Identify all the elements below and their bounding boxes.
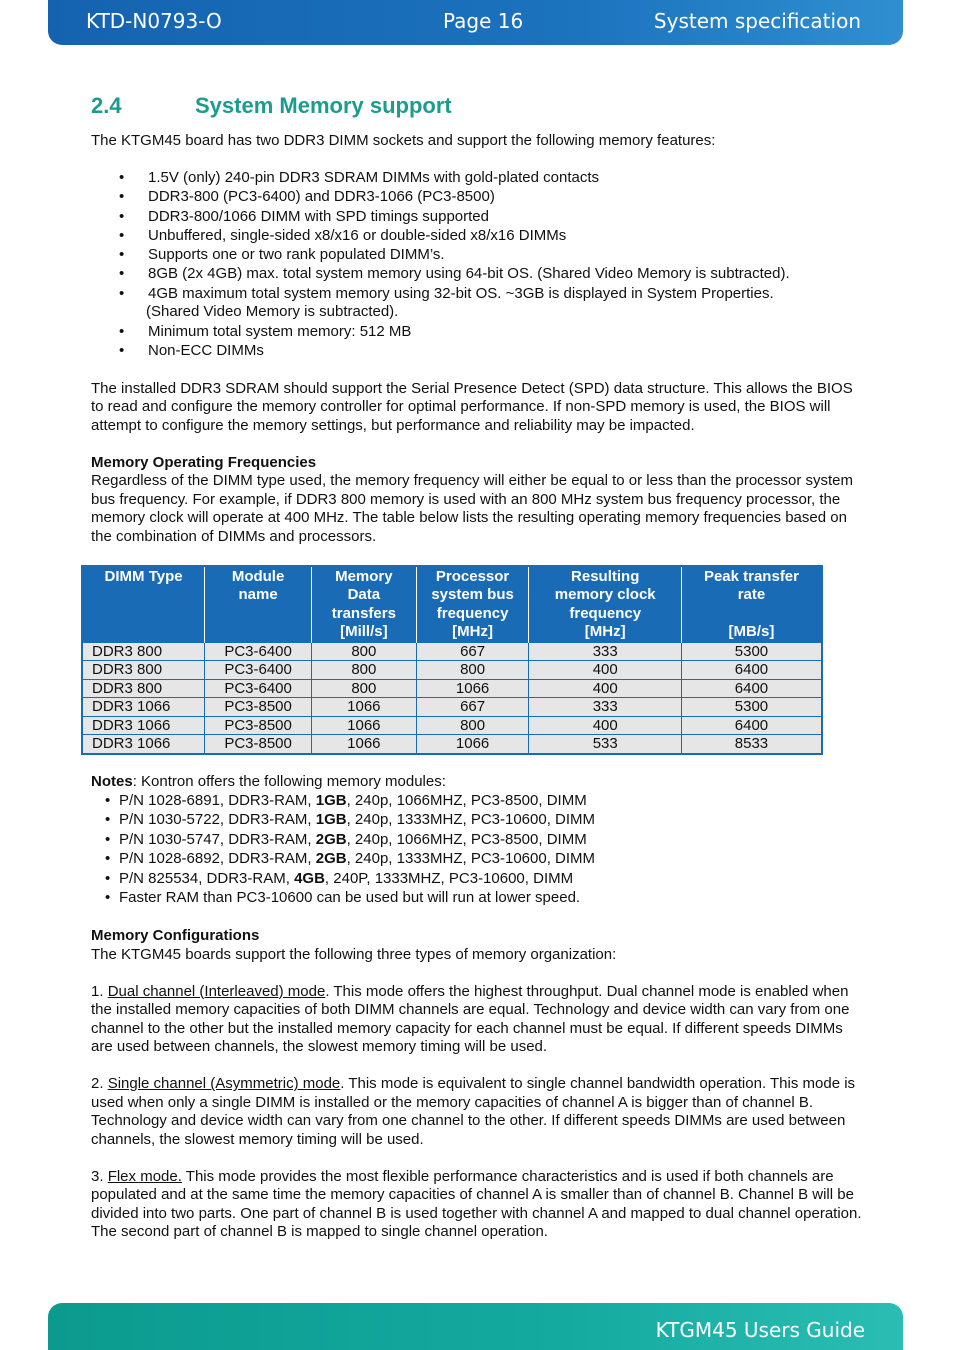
column-header: Module name bbox=[205, 566, 312, 643]
table-cell: 533 bbox=[529, 735, 681, 754]
table-body bbox=[82, 642, 822, 754]
table-cell: 800 bbox=[312, 642, 417, 661]
table-cell: 800 bbox=[312, 679, 417, 698]
table-cell: PC3-8500 bbox=[205, 735, 312, 754]
table-cell: 1066 bbox=[416, 679, 529, 698]
table-cell: 1066 bbox=[416, 735, 529, 754]
page-header bbox=[48, 0, 903, 45]
column-header: DIMM Type bbox=[82, 566, 205, 643]
list-item: • P/N 1030-5722, DDR3-RAM, 1GB, 240p, 1333MHZ, PC3-10600, DIMM bbox=[91, 811, 866, 830]
frequency-paragraph: Regardless of the DIMM type used, the memory frequency will either be equal to or less than the processor system bus frequency. For example, if DDR3 800 memory is used with an 800 MHz system bus frequency processor, the memory clock will operate at 400 MHz. The table below lists the resulting operating memory frequencies based on the combination of DIMMs and processors. bbox=[91, 472, 854, 545]
memory-frequency-table bbox=[81, 565, 823, 755]
table-cell: 400 bbox=[529, 679, 681, 698]
table-cell: 6400 bbox=[681, 661, 822, 680]
table-cell: 5300 bbox=[681, 698, 822, 717]
table-row bbox=[82, 679, 822, 698]
table-cell: 333 bbox=[529, 642, 681, 661]
list-item: • 8GB (2x 4GB) max. total system memory using 64-bit OS. (Shared Video Memory is subtracted). bbox=[91, 265, 866, 284]
notes-intro: Notes: Kontron offers the following memory modules: bbox=[91, 773, 446, 791]
page-footer bbox=[48, 1303, 903, 1350]
list-item: • 4GB maximum total system memory using 32-bit OS. ~3GB is displayed in System Properties. (Shared Video Memory is subtracted). bbox=[91, 285, 866, 322]
list-item: • Minimum total system memory: 512 MB bbox=[91, 323, 866, 342]
table-row bbox=[82, 661, 822, 680]
table-row bbox=[82, 642, 822, 661]
page-number: Page 16 bbox=[443, 9, 524, 33]
document-id: KTD-N0793-O bbox=[86, 9, 222, 33]
column-header: Peak transfer rate [MB/s] bbox=[681, 566, 822, 643]
footer-title: KTGM45 Users Guide bbox=[655, 1318, 865, 1342]
table-cell: 6400 bbox=[681, 679, 822, 698]
list-item: • Supports one or two rank populated DIMM’s. bbox=[91, 246, 866, 265]
list-item: • P/N 1028-6892, DDR3-RAM, 2GB, 240p, 1333MHZ, PC3-10600, DIMM bbox=[91, 850, 866, 869]
table-cell: PC3-6400 bbox=[205, 679, 312, 698]
table-cell: 333 bbox=[529, 698, 681, 717]
intro-paragraph: The KTGM45 board has two DDR3 DIMM sockets and support the following memory features: bbox=[91, 132, 716, 149]
table-cell: DDR3 800 bbox=[82, 642, 205, 661]
table-cell: 667 bbox=[416, 698, 529, 717]
table-cell: DDR3 800 bbox=[82, 679, 205, 698]
table-cell: 400 bbox=[529, 661, 681, 680]
feature-list bbox=[91, 169, 866, 360]
table-cell: 1066 bbox=[312, 698, 417, 717]
column-header: Memory Data transfers [Mill/s] bbox=[312, 566, 417, 643]
frequency-heading: Memory Operating Frequencies bbox=[91, 453, 317, 471]
table-cell: 6400 bbox=[681, 716, 822, 735]
list-item: • Non-ECC DIMMs bbox=[91, 342, 866, 361]
table-cell: 800 bbox=[416, 661, 529, 680]
column-header: Resulting memory clock frequency [MHz] bbox=[529, 566, 681, 643]
table-cell: DDR3 1066 bbox=[82, 735, 205, 754]
section-heading: 2.4 System Memory support bbox=[91, 93, 452, 118]
table-cell: 400 bbox=[529, 716, 681, 735]
table-row bbox=[82, 735, 822, 754]
table-cell: DDR3 800 bbox=[82, 661, 205, 680]
table-cell: 667 bbox=[416, 642, 529, 661]
table-cell: PC3-6400 bbox=[205, 661, 312, 680]
table-cell: 800 bbox=[312, 661, 417, 680]
list-item: • Faster RAM than PC3-10600 can be used but will run at lower speed. bbox=[91, 889, 866, 908]
table-cell: PC3-8500 bbox=[205, 716, 312, 735]
mode-dual-paragraph: 1. Dual channel (Interleaved) mode. This mode offers the highest throughput. Dual channel mode is enabled when the installed memory capacities of both DIMM channels are equal. Technology and device width can vary from one channel to the other but the installed memory capacity for each channel must be equal. If different speeds DIMMs are used between channels, the slowest memory timing will be used. bbox=[91, 982, 850, 1056]
config-heading: Memory Configurations bbox=[91, 927, 260, 945]
list-item: • DDR3-800 (PC3-6400) and DDR3-1066 (PC3-8500) bbox=[91, 188, 866, 207]
column-header: Processor system bus frequency [MHz] bbox=[416, 566, 529, 643]
table-row bbox=[82, 716, 822, 735]
table-cell: 800 bbox=[416, 716, 529, 735]
list-item: • P/N 1028-6891, DDR3-RAM, 1GB, 240p, 1066MHZ, PC3-8500, DIMM bbox=[91, 792, 866, 811]
mode-single-paragraph: 2. Single channel (Asymmetric) mode. This mode is equivalent to single channel bandwidth operation. This mode is used when only a single DIMM is installed or the memory capacities of channel A is bigger than of channel B. Technology and device width can vary from one channel to the other. If different speeds DIMMs are used between channels, the slowest memory timing will be used. bbox=[91, 1075, 856, 1148]
list-item: • DDR3-800/1066 DIMM with SPD timings supported bbox=[91, 208, 866, 227]
section-name: System specification bbox=[653, 9, 861, 33]
list-item: • P/N 1030-5747, DDR3-RAM, 2GB, 240p, 1066MHZ, PC3-8500, DIMM bbox=[91, 831, 866, 850]
list-item: • P/N 825534, DDR3-RAM, 4GB, 240P, 1333MHZ, PC3-10600, DIMM bbox=[91, 870, 866, 889]
spd-paragraph: The installed DDR3 SDRAM should support the Serial Presence Detect (SPD) data structure. This allows the BIOS to read and configure the memory controller for optimal performance. If non-SPD memory is used, the BIOS will attempt to configure the memory settings, but performance and reliability may be impacted. bbox=[91, 379, 853, 434]
table-cell: 8533 bbox=[681, 735, 822, 754]
list-item: • Unbuffered, single-sided x8/x16 or double-sided x8/x16 DIMMs bbox=[91, 227, 866, 246]
table-cell: DDR3 1066 bbox=[82, 716, 205, 735]
table-cell: 1066 bbox=[312, 735, 417, 754]
table-cell: PC3-8500 bbox=[205, 698, 312, 717]
page-content bbox=[91, 92, 866, 1242]
table-cell: 5300 bbox=[681, 642, 822, 661]
config-intro: The KTGM45 boards support the following three types of memory organization: bbox=[91, 945, 617, 963]
notes-list bbox=[91, 792, 866, 908]
table-header-row bbox=[82, 566, 822, 643]
list-item: • 1.5V (only) 240-pin DDR3 SDRAM DIMMs with gold-plated contacts bbox=[91, 169, 866, 188]
table-cell: PC3-6400 bbox=[205, 642, 312, 661]
mode-flex-paragraph: 3. Flex mode. This mode provides the most flexible performance characteristics and is used if both channels are populated and at the same time the memory capacities of channel A is smaller than of channel B. Channel B will be divided into two parts. One part of channel B is used together with channel A and mapped to dual channel operation. The second part of channel B is mapped to single channel operation. bbox=[91, 1167, 862, 1241]
table-cell: 1066 bbox=[312, 716, 417, 735]
table-row bbox=[82, 698, 822, 717]
table-cell: DDR3 1066 bbox=[82, 698, 205, 717]
